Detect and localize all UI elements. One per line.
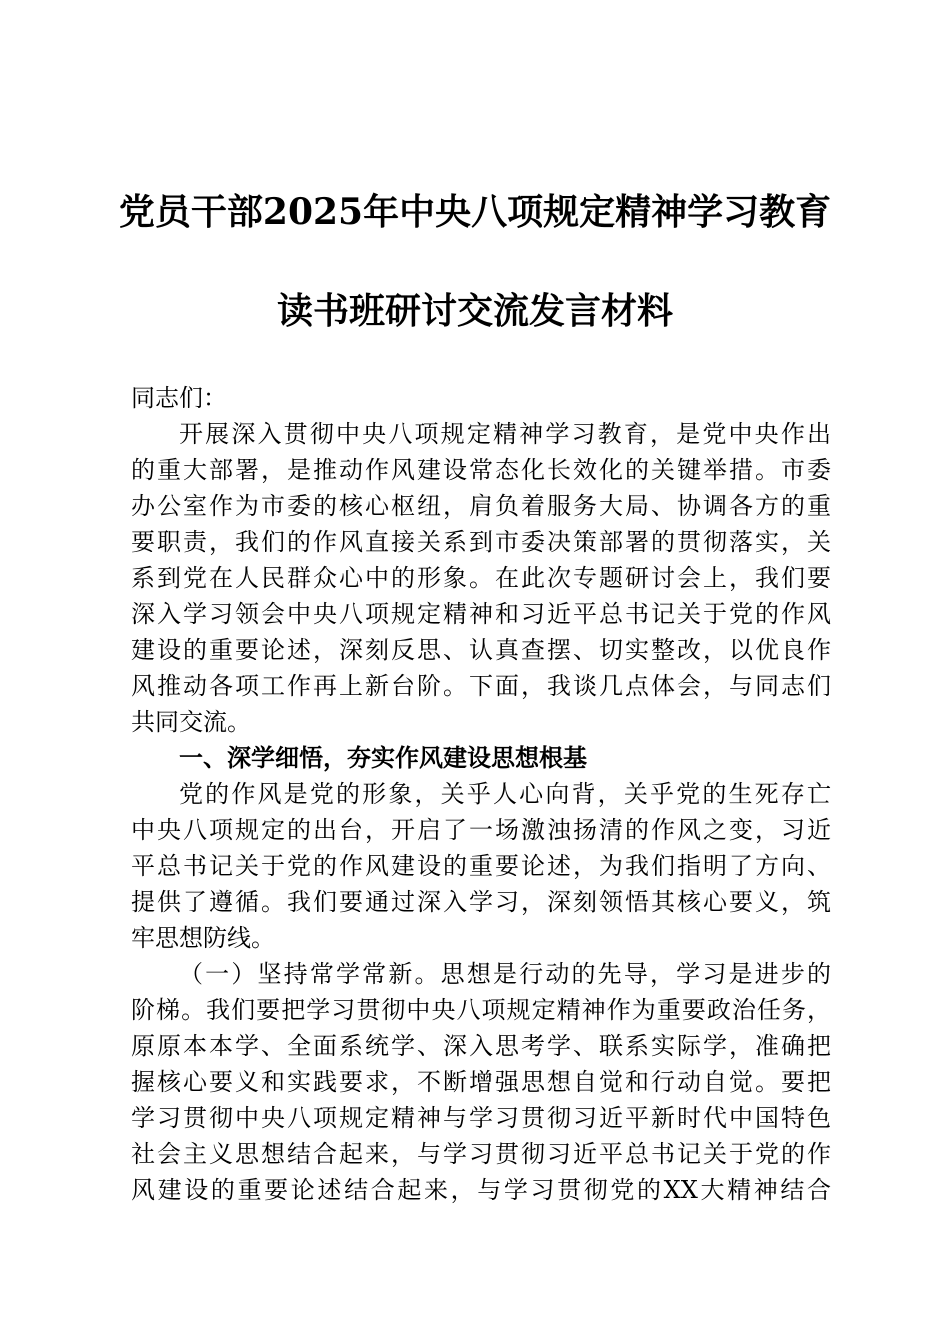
paragraph-line: 党的作风是党的形象，关乎人心向背，关乎党的生死存亡 bbox=[179, 780, 831, 808]
paragraph-line: 风推动各项工作再上新台阶。下面，我谈几点体会，与同志们 bbox=[131, 672, 831, 700]
section-heading-1: 一、深学细悟，夯实作风建设思想根基 bbox=[179, 744, 587, 772]
paragraph-2 bbox=[131, 776, 831, 956]
paragraph-line: 牢思想防线。 bbox=[131, 924, 275, 952]
paragraph-line: 深入学习领会中央八项规定精神和习近平总书记关于党的作风 bbox=[131, 600, 831, 628]
paragraph-line: 阶梯。我们要把学习贯彻中央八项规定精神作为重要政治任务， bbox=[131, 996, 831, 1024]
paragraph-line: 平总书记关于党的作风建设的重要论述，为我们指明了方向、 bbox=[131, 852, 831, 880]
paragraph-line: 要职责，我们的作风直接关系到市委决策部署的贯彻落实，关 bbox=[131, 528, 831, 556]
paragraph-line: 中央八项规定的出台，开启了一场激浊扬清的作风之变，习近 bbox=[131, 816, 831, 844]
paragraph-line: 提供了遵循。我们要通过深入学习，深刻领悟其核心要义，筑 bbox=[131, 888, 831, 916]
paragraph-line: 握核心要义和实践要求，不断增强思想自觉和行动自觉。要把 bbox=[131, 1068, 831, 1096]
paragraph-3 bbox=[131, 956, 831, 1208]
paragraph-1 bbox=[131, 416, 831, 740]
paragraph-line: （一）坚持常学常新。思想是行动的先导，学习是进步的 bbox=[179, 960, 831, 988]
salutation: 同志们： bbox=[131, 384, 227, 412]
paragraph-line: 原原本本学、全面系统学、深入思考学、联系实际学，准确把 bbox=[131, 1032, 831, 1060]
paragraph-line: 开展深入贯彻中央八项规定精神学习教育，是党中央作出 bbox=[179, 420, 831, 448]
document-title-line-2: 读书班研讨交流发言材料 bbox=[276, 290, 673, 332]
paragraph-line: 的重大部署，是推动作风建设常态化长效化的关键举措。市委 bbox=[131, 456, 831, 484]
paragraph-line: 社会主义思想结合起来，与学习贯彻习近平总书记关于党的作 bbox=[131, 1140, 831, 1168]
paragraph-line: 共同交流。 bbox=[131, 708, 251, 736]
document-body bbox=[131, 380, 831, 1208]
paragraph-line: 学习贯彻中央八项规定精神与学习贯彻习近平新时代中国特色 bbox=[131, 1104, 831, 1132]
paragraph-line: 系到党在人民群众心中的形象。在此次专题研讨会上，我们要 bbox=[131, 564, 831, 592]
paragraph-line: 风建设的重要论述结合起来，与学习贯彻党的XX大精神结合 bbox=[131, 1176, 831, 1204]
paragraph-line: 办公室作为市委的核心枢纽，肩负着服务大局、协调各方的重 bbox=[131, 492, 831, 520]
document-title-line-1: 党员干部2025年中央八项规定精神学习教育 bbox=[118, 191, 832, 233]
paragraph-line: 建设的重要论述，深刻反思、认真查摆、切实整改，以优良作 bbox=[131, 636, 831, 664]
